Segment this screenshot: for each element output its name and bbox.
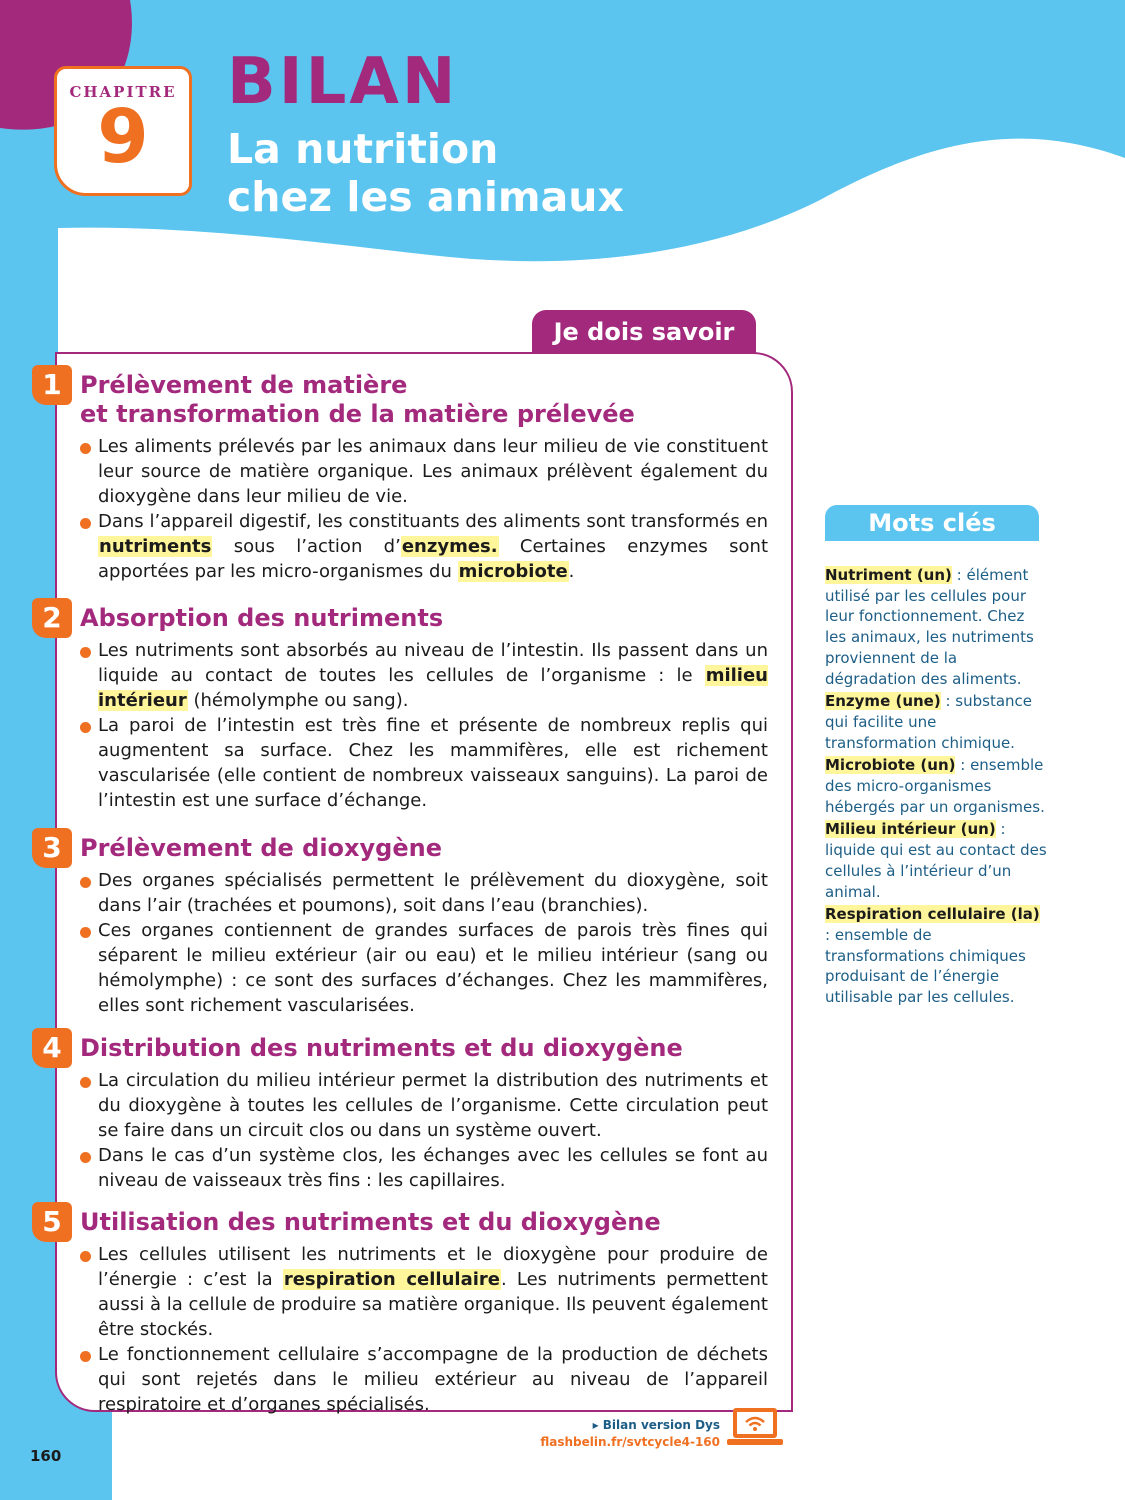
keywords-title: Mots clés (825, 505, 1039, 541)
je-dois-savoir-tab: Je dois savoir (532, 310, 756, 354)
section-1-bullet-2 (80, 509, 768, 584)
section-5-bullet-2: Le fonctionnement cellulaire s’accompagne de la production de déchets qui sont rejetés dans le milieu extérieur au niveau de l’appareil respiratoire et d’organes spécialisés. (80, 1342, 768, 1417)
keyword-term: Microbiote (un) (825, 756, 956, 775)
section-3-bullets (80, 868, 768, 1018)
keyword-nutriments: nutriments (99, 536, 212, 557)
section-5-title: Utilisation des nutriments et du dioxygène (80, 1208, 661, 1236)
keyword-enzymes: enzymes. (401, 536, 498, 557)
page-subtitle (227, 125, 747, 221)
keyword-term: Enzyme (une) (825, 692, 941, 711)
keyword-entry (825, 819, 1047, 902)
section-1-number: 1 (32, 365, 72, 405)
keyword-definition: : élément utilisé par les cellules pour leur fonctionnement. Chez les animaux, les nutriments proviennent de la dégradation des aliments. (825, 566, 1034, 688)
keywords-list (825, 565, 1047, 1010)
section-2-number: 2 (32, 598, 72, 638)
keyword-entry (825, 755, 1047, 817)
text-run: . Les nutriments permettent aussi à la cellule de produire sa matière organique. Ils peuvent également être stockés. (98, 1269, 768, 1340)
page-number: 160 (30, 1447, 62, 1465)
keyword-milieu-interieur: milieu intérieur (98, 665, 768, 711)
section-1-title-line-2: et transformation de la matière prélevée (80, 400, 635, 428)
chapter-number: 9 (97, 94, 149, 180)
dys-version-link[interactable]: ▸ Bilan version Dys (592, 1418, 720, 1432)
section-1-bullet-1: Les aliments prélevés par les animaux dans leur milieu de vie constituent leur source de matière organique. Les animaux prélèvent également du dioxygène dans leur milieu de vie. (80, 434, 768, 509)
text-run: Les nutriments sont absorbés au niveau de l’intestin. Ils passent dans un liquide au contact de toutes les cellules de l’organisme : le (98, 640, 768, 686)
text-run: sous l’action d’ (212, 536, 401, 557)
keyword-entry (825, 565, 1047, 689)
dys-version-url[interactable]: flashbelin.fr/svtcycle4-160 (540, 1435, 720, 1449)
section-5-bullets (80, 1242, 768, 1417)
keyword-term: Respiration cellulaire (la) (825, 905, 1040, 924)
page-title: BILAN (227, 45, 459, 119)
text-run: (hémolymphe ou sang). (187, 690, 409, 711)
subtitle-line-2: chez les animaux (227, 173, 624, 221)
section-3-bullet-2: Ces organes contiennent de grandes surfaces de parois très fines qui séparent le milieu extérieur (air ou eau) et le milieu intérieur (sang ou hémolymphe) : ce sont des surfaces d’échanges. Chez les mammifères, elles sont richement vascularisées. (80, 918, 768, 1018)
section-1-title-line-1: Prélèvement de matière (80, 371, 408, 399)
text-run: Certaines enzymes sont apportées par les micro-organismes du (98, 536, 768, 582)
section-4-number: 4 (32, 1028, 72, 1068)
text-run: Les cellules utilisent les nutriments et le dioxygène pour produire de l’énergie : c’est la (98, 1244, 768, 1290)
text-run: . (568, 561, 575, 582)
keyword-term: Milieu intérieur (un) (825, 820, 996, 839)
section-3-title: Prélèvement de dioxygène (80, 834, 442, 862)
section-4-bullet-2: Dans le cas d’un système clos, les échanges avec les cellules se font au niveau de vaisseaux très fins : les capillaires. (80, 1143, 768, 1193)
section-2-bullets (80, 638, 768, 813)
section-1-title (80, 371, 780, 429)
keyword-definition: : liquide qui est au contact des cellules à l’intérieur d’un animal. (825, 820, 1047, 901)
section-2-bullet-1 (80, 638, 768, 713)
keyword-entry (825, 691, 1047, 753)
keyword-microbiote: microbiote (458, 561, 568, 582)
section-4-bullets (80, 1068, 768, 1193)
keyword-definition: : ensemble de transformations chimiques produisant de l’énergie utilisable par les cellules. (825, 925, 1026, 1007)
chapter-label: CHAPITRE (69, 83, 177, 101)
section-2-title: Absorption des nutriments (80, 604, 444, 632)
section-3-number: 3 (32, 828, 72, 868)
section-4-bullet-1: La circulation du milieu intérieur permet la distribution des nutriments et du dioxygène à toutes les cellules de l’organisme. Cette circulation peut se faire dans un circuit clos ou dans un système ouvert. (80, 1068, 768, 1143)
text-run: Dans l’appareil digestif, les constituants des aliments sont transformés en (98, 511, 768, 532)
subtitle-line-1: La nutrition (227, 125, 499, 173)
section-1-bullets (80, 434, 768, 584)
section-5-bullet-1 (80, 1242, 768, 1342)
keyword-definition: : ensemble des micro-organismes hébergés par un organismes. (825, 756, 1045, 816)
keyword-respiration-cellulaire: respiration cellulaire (283, 1269, 500, 1290)
section-2-bullet-2: La paroi de l’intestin est très fine et présente de nombreux replis qui augmentent sa surface. Chez les mammifères, elle est richement vascularisée (elle contient de nombreux vaisseaux sanguins). La paroi de l’intestin est une surface d’échange. (80, 713, 768, 813)
keyword-term: Nutriment (un) (825, 566, 952, 584)
section-5-number: 5 (32, 1202, 72, 1242)
section-4-title: Distribution des nutriments et du dioxygène (80, 1034, 683, 1062)
keyword-entry (825, 904, 1047, 1008)
laptop-wifi-icon[interactable] (726, 1406, 784, 1448)
section-3-bullet-1: Des organes spécialisés permettent le prélèvement du dioxygène, soit dans l’air (trachées et poumons), soit dans l’eau (branchies). (80, 868, 768, 918)
keyword-definition: : substance qui facilite une transformation chimique. (825, 692, 1033, 752)
chapter-box (54, 66, 192, 196)
